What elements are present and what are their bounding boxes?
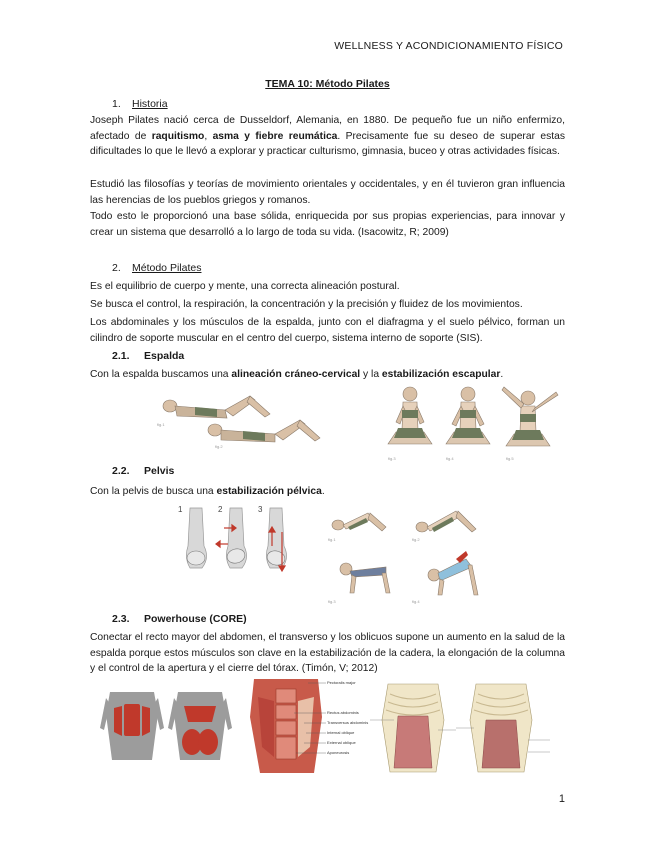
section-title: Método Pilates [132, 262, 202, 274]
anatomy-label: Transversus abdominis [327, 720, 369, 725]
espalda-paragraph [90, 367, 565, 383]
supine-exercise-illustration [155, 388, 335, 450]
core-muscles-silhouette [100, 692, 238, 760]
method-paragraph-2: Se busca el control, la respiración, la concentración y la precisión y fluidez de los movimientos. [90, 299, 523, 310]
svg-text:fig.3: fig.3 [388, 456, 396, 461]
bold-text: estabilización pélvica [216, 486, 322, 497]
bold-text: estabilización escapular [381, 369, 501, 380]
subsection-2-1-heading [112, 350, 184, 362]
anatomy-label: Rectus abdominis [327, 710, 359, 715]
section-title: Historia [132, 98, 168, 110]
core-paragraph: Conectar el recto mayor del abdomen, el transverso y los oblicuos supone un aumento en la salud de la espalda porque estos músculos son clave en la estabilización de la cadera, la elongación de la columna y el control de la apertura y el cierre del tórax. (Timón, V; 2012) [90, 632, 565, 674]
text: y la [360, 369, 382, 380]
section-1-heading [112, 98, 168, 110]
section-title: Pelvis [144, 465, 175, 477]
section-title: Espalda [144, 350, 185, 362]
text: . [321, 486, 325, 497]
method-paragraph-1: Es el equilibrio de cuerpo y mente, una correcta alineación postural. [90, 281, 400, 292]
bridge-and-quadruped-illustration [326, 497, 496, 605]
text: . Precisamente fue su deseo de superar estas dificultades lo que le llevó a explorar y practicar culturismo, gimnasia, buceo y otras actividades físicas. [90, 130, 565, 157]
svg-text:fig.1: fig.1 [328, 537, 336, 542]
svg-text:fig.1: fig.1 [157, 422, 165, 427]
bold-text: asma y fiebre reumática [212, 130, 338, 142]
section-2-heading [112, 262, 201, 274]
anatomy-label: External oblique [327, 740, 356, 745]
svg-text:fig.5: fig.5 [506, 456, 514, 461]
section-number: 1. [112, 98, 121, 110]
history-paragraph-1 [90, 113, 565, 160]
section-number: 2.1. [112, 350, 130, 362]
section-number: 2.3. [112, 613, 130, 625]
ribcage-anatomy-illustration [368, 680, 558, 776]
seated-exercise-illustration [368, 382, 568, 464]
section-number: 2. [112, 262, 121, 274]
svg-text:fig.2: fig.2 [412, 537, 420, 542]
text: Con la espalda buscamos una [90, 369, 232, 380]
text: . [500, 369, 504, 380]
anatomy-label: Pectoralis major [327, 680, 356, 685]
method-paragraph-3: Los abdominales y los músculos de la espalda, junto con el diafragma y el suelo pélvico, forman un cilindro de soporte muscular en el centro del cuerpo, sistema interno de soporte (SIS). [90, 317, 565, 344]
page-number: 1 [558, 793, 565, 805]
section-title: Powerhouse (CORE) [144, 613, 247, 625]
section-number: 2.2. [112, 465, 130, 477]
text: Joseph Pilates nació cerca de Dusseldorf, Alemania, en 1880. De pequeño fue un niño enfermizo, afectado de [90, 115, 565, 142]
anatomy-label: Aponeurosis [327, 750, 350, 755]
text: , [204, 130, 213, 142]
pelvic-tilt-illustration [172, 502, 302, 580]
text: Con la pelvis de busca una [90, 486, 217, 497]
svg-text:fig.4: fig.4 [446, 456, 454, 461]
history-paragraph-2: Estudió las filosofías y teorías de movimiento orientales y occidentales, y en él tuvieron gran influencia las herencias de los pueblos griegos y romanos. [90, 179, 565, 206]
anatomy-label: Internal oblique [327, 730, 355, 735]
page-title: TEMA 10: Método Pilates [265, 78, 390, 90]
bold-text: raquitismo [151, 130, 205, 142]
bold-text: alineación cráneo-cervical [231, 369, 361, 380]
step-label: 2 [218, 505, 223, 514]
step-label: 1 [178, 505, 183, 514]
history-paragraph-3: Todo esto le proporcionó una base sólida, enriquecida por sus propias experiencias, para innovar y crear un sistema que desarrolló a lo largo de toda su vida. (Isacowitz, R; 2009) [90, 211, 565, 238]
svg-text:fig.3: fig.3 [328, 599, 336, 604]
svg-text:fig.4: fig.4 [412, 599, 420, 604]
subsection-2-2-heading [112, 465, 174, 477]
abdominal-muscles-labeled-illustration [248, 677, 369, 775]
subsection-2-3-heading [112, 613, 247, 625]
step-label: 3 [258, 505, 263, 514]
page-header: WELLNESS Y ACONDICIONAMIENTO FÍSICO [334, 40, 563, 52]
svg-text:fig.2: fig.2 [215, 444, 223, 449]
